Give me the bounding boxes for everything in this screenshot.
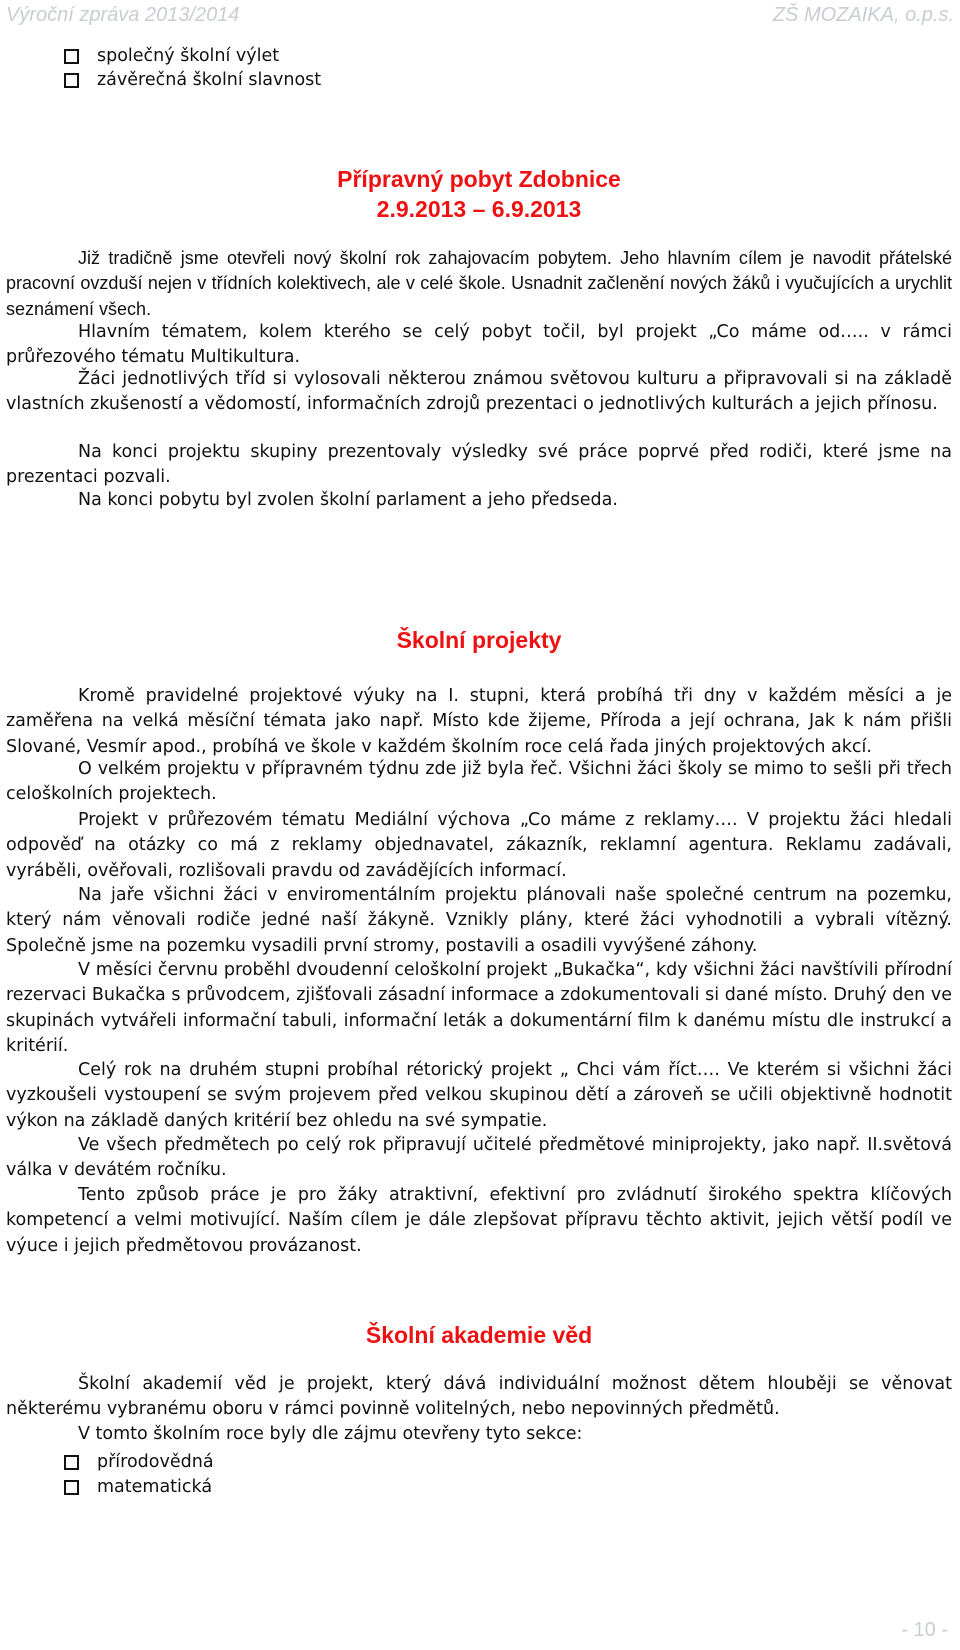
paragraph: Ve všech předmětech po celý rok připravují učitelé předmětové miniprojekty, jako např. II.světová válka v devátém ročníku. [6,1135,952,1181]
section-title: Přípravný pobyt Zdobnice [337,166,621,192]
section-title: Školní akademie věd [365,1322,593,1348]
page-number: - 10 - [901,1619,948,1641]
list-item [64,1475,212,1500]
paragraph: Na konci pobytu byl zvolen školní parlament a jeho předseda. [78,490,618,510]
list-item [64,68,321,93]
paragraph: Celý rok na druhém stupni probíhal rétorický projekt „ Chci vám říct…. Ve kterém si všichni žáci vyzkoušeli vystoupení se svým projevem před velkou skupinou dětí a zároveň se učili objektivně hodnotit výkon na základě daných kritérií bez ohledu na své sympatie. [6,1060,952,1131]
paragraph: Hlavním tématem, kolem kterého se celý pobyt točil, byl projekt „Co máme od….. v rámci průřezového tématu Multikultura. [6,322,952,368]
paragraph: Žáci jednotlivých tříd si vylosovali některou známou světovou kulturu a připravovali si na základě vlastních zkušeností a vědomostí, informačních zdrojů prezentaci o jednotlivých kulturách a jejich přínosu. [6,369,952,415]
paragraph: Na konci projektu skupiny prezentovaly výsledky své práce poprvé před rodiči, které jsme na prezentaci pozvali. [6,442,952,488]
list-item-label: matematická [97,1477,213,1497]
header-report-title: Výroční zpráva 2013/2014 [6,4,240,26]
paragraph: O velkém projektu v přípravném týdnu zde již byla řeč. Všichni žáci školy se mimo to sešli při třech celoškolních projektech. [6,759,952,805]
paragraph: V měsíci červnu proběhl dvoudenní celoškolní projekt „Bukačka“, kdy všichni žáci navštívili přírodní rezervaci Bukačka s průvodcem, zjišťovali zásadní informace a zdokumentovali si dané místo. Druhý den ve skupinách vytvářeli informační tabuli, informační leták a dokumentární film k danému místu dle instrukcí a kritérií. [6,960,952,1057]
paragraph: Již tradičně jsme otevřeli nový školní rok zahajovacím pobytem. Jeho hlavním cílem je navodit přátelské pracovní ovzduší nejen v třídních kolektivech, ale v celé škole. Usnadnit začlenění nových žáků i vyučujících a urychlit seznámení všech. [6,248,952,319]
list-item-label: společný školní výlet [97,46,280,66]
paragraph: Kromě pravidelné projektové výuky na I. stupni, která probíhá tři dny v každém měsíci a je zaměřena na velká měsíční témata jako např. Místo kde žijeme, Příroda a její ochrana, Jak k nám přišli Slované, Vesmír apod., probíhá ve škole v každém školním roce celá řada jiných projektových akcí. [6,686,952,757]
checkbox-bullet-icon [64,73,79,88]
list-item [64,1450,214,1475]
checkbox-bullet-icon [64,49,79,64]
paragraph: Školní akademií věd je projekt, který dává individuální možnost dětem hlouběji se věnovat některému vybranému oboru v rámci povinně volitelných, nebo nepovinných předmětů. [6,1374,952,1420]
list-item [64,44,279,69]
list-item-label: závěrečná školní slavnost [97,70,322,90]
paragraph: Na jaře všichni žáci v enviromentálním projektu plánovali naše společné centrum na pozemku, který nám věnovali rodiče jedné naší žákyně. Vznikly plány, které žáci vyhodnotili a vybrali vítězný. Společně jsme na pozemku vysadili první stromy, postavili a osadili vyvýšené záhony. [6,885,952,956]
paragraph: Tento způsob práce je pro žáky atraktivní, efektivní pro zvládnutí širokého spektra klíčových kompetencí a velmi motivující. Naším cílem je dále zlepšovat přípravu těchto aktivit, jejich větší podíl ve výuce i jejich předmětovou provázanost. [6,1185,952,1256]
checkbox-bullet-icon [64,1455,79,1470]
header-school-name: ZŠ MOZAIKA, o.p.s. [772,4,954,26]
section-dates: 2.9.2013 – 6.9.2013 [376,196,582,222]
checkbox-bullet-icon [64,1480,79,1495]
paragraph: V tomto školním roce byly dle zájmu otevřeny tyto sekce: [78,1424,583,1444]
page-header [6,4,954,30]
section-title: Školní projekty [396,627,562,653]
list-item-label: přírodovědná [97,1452,214,1472]
paragraph: Projekt v průřezovém tématu Mediální výchova „Co máme z reklamy…. V projektu žáci hledali odpověď na otázky co má z reklamy objednavatel, zákazník, reklamní agentura. Reklamu zadávali, vyráběli, ověřovali, rozlišovali pravdu od zavádějících informací. [6,810,952,881]
